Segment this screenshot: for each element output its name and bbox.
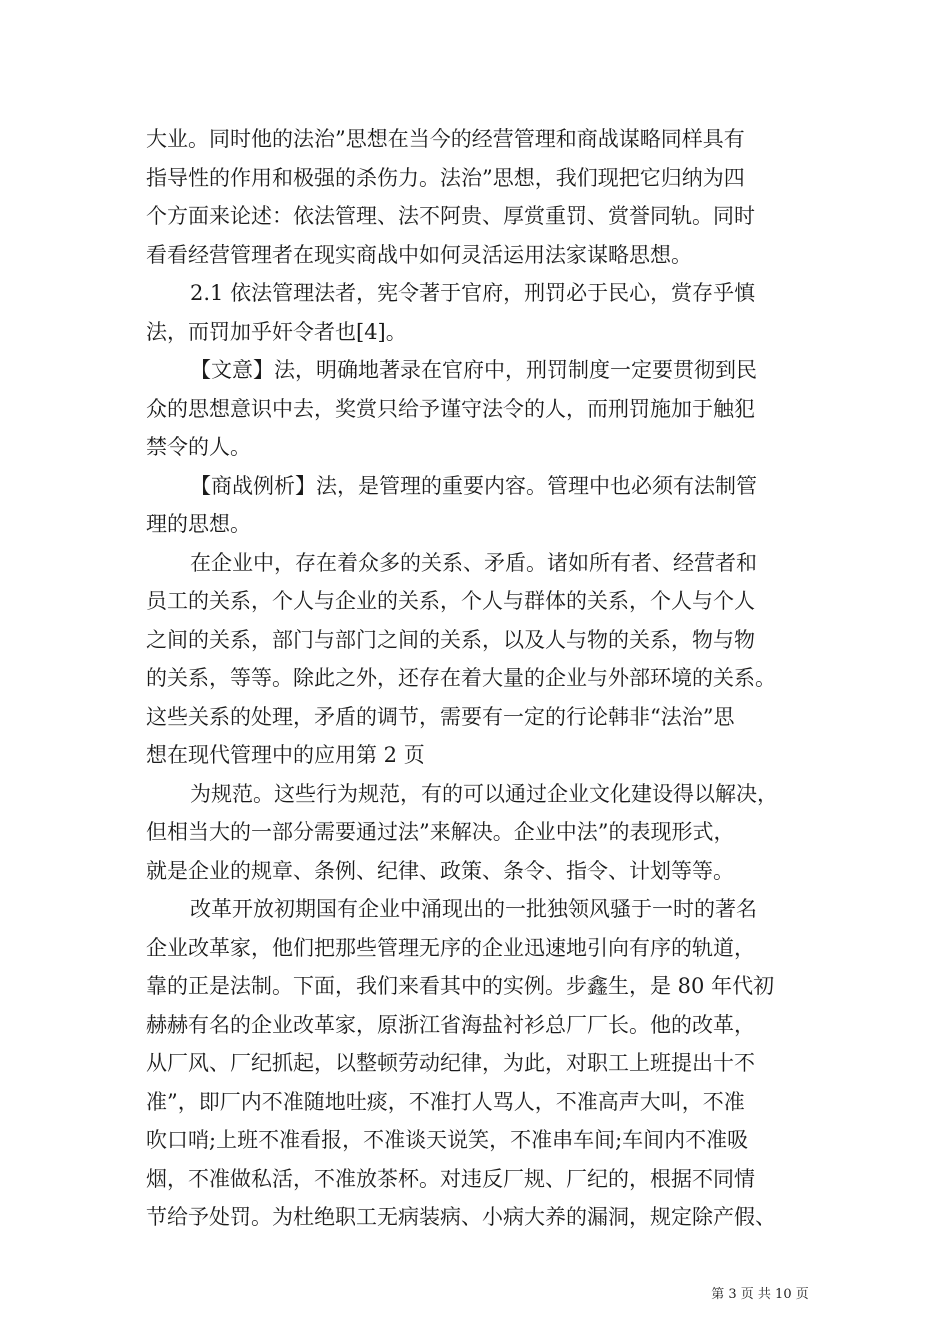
text-line: 就是企业的规章、条例、纪律、政策、条令、指令、计划等等。	[146, 858, 734, 883]
text-line: 准”，即厂内不准随地吐痰，不准打人骂人，不准高声大叫，不准	[146, 1089, 745, 1114]
paragraph	[146, 120, 826, 274]
text-line: 理的思想。	[146, 512, 251, 536]
text-line: 改革开放初期国有企业中涌现出的一批独领风骚于一时的著名	[190, 897, 757, 921]
text-line: 员工的关系，个人与企业的关系，个人与群体的关系，个人与个人	[146, 589, 755, 613]
body-text	[146, 120, 826, 1237]
text-line: 之间的关系，部门与部门之间的关系，以及人与物的关系，物与物	[146, 627, 755, 652]
text-line: 赫赫有名的企业改革家，原浙江省海盐衬衫总厂厂长。他的改革，	[146, 1012, 755, 1037]
text-line: 【文意】法，明确地著录在官府中，刑罚制度一定要贯彻到民	[190, 358, 757, 382]
page-footer	[0, 1283, 950, 1302]
paragraph	[146, 775, 826, 891]
paragraph	[146, 890, 826, 1237]
paragraph	[146, 274, 826, 351]
paragraph	[146, 351, 826, 467]
page-number-label: 第 3 页 共 10 页	[711, 1287, 809, 1302]
text-line: 众的思想意识中去，奖赏只给予谨守法令的人，而刑罚施加于触犯	[146, 396, 755, 421]
text-line: 靠的正是法制。下面，我们来看其中的实例。步鑫生，是 80 年代初	[146, 974, 775, 998]
text-line: 吹口哨;上班不准看报，不准谈天说笑，不准串车间;车间内不准吸	[146, 1128, 749, 1152]
text-line: 个方面来论述：依法管理、法不阿贵、厚赏重罚、赏誉同轨。同时	[146, 204, 755, 228]
text-line: 想在现代管理中的应用第 2 页	[146, 743, 425, 767]
text-line: 在企业中，存在着众多的关系、矛盾。诸如所有者、经营者和	[190, 550, 757, 575]
paragraph	[146, 467, 826, 544]
text-line: 但相当大的一部分需要通过法”来解决。企业中法”的表现形式，	[146, 820, 735, 844]
text-line: 指导性的作用和极强的杀伤力。法治”思想，我们现把它归纳为四	[146, 165, 745, 190]
text-line: 企业改革家，他们把那些管理无序的企业迅速地引向有序的轨道，	[146, 935, 755, 960]
text-line: 2.1 依法管理法者，宪令著于官府，刑罚必于民心，赏存乎慎	[190, 281, 756, 305]
text-line: 从厂风、厂纪抓起，以整顿劳动纪律，为此，对职工上班提出十不	[146, 1051, 755, 1075]
text-line: 大业。同时他的法治”思想在当今的经营管理和商战谋略同样具有	[146, 127, 745, 151]
text-line: 这些关系的处理，矛盾的调节，需要有一定的行论韩非“法治”思	[146, 704, 735, 729]
text-line: 禁令的人。	[146, 435, 251, 459]
text-line: 看看经营管理者在现实商战中如何灵活运用法家谋略思想。	[146, 242, 692, 267]
text-line: 节给予处罚。为杜绝职工无病装病、小病大养的漏洞，规定除产假、	[146, 1205, 776, 1229]
text-line: 烟，不准做私活，不准放茶杯。对违反厂规、厂纪的，根据不同情	[146, 1166, 755, 1191]
paragraph	[146, 544, 826, 775]
text-line: 【商战例析】法，是管理的重要内容。管理中也必须有法制管	[190, 473, 757, 498]
text-line: 为规范。这些行为规范，有的可以通过企业文化建设得以解决，	[190, 781, 778, 806]
text-line: 的关系，等等。除此之外，还存在着大量的企业与外部环境的关系。	[146, 666, 776, 690]
text-line: 法，而罚加乎奸令者也[4]。	[146, 319, 407, 344]
